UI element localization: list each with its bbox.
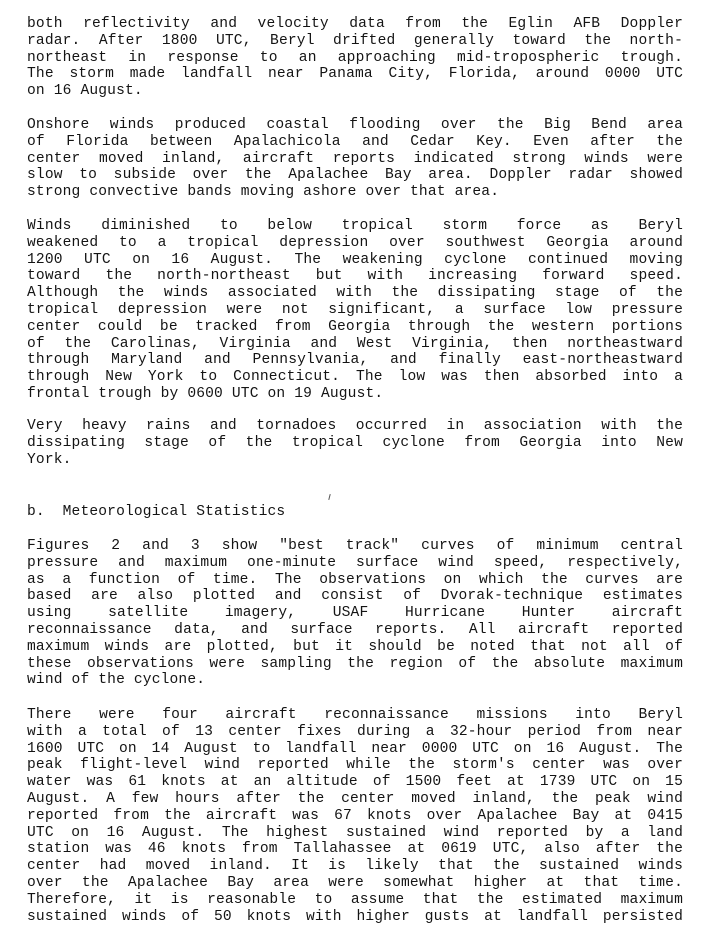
text-line: August. A few hours after the center moved inland, the peak wind xyxy=(27,790,683,807)
text-line: Although the winds associated with the dissipating stage of the xyxy=(27,285,683,302)
text-line: wind of the cyclone. xyxy=(27,672,206,689)
text-line: reconnaissance data, and surface reports. All aircraft reported xyxy=(27,621,683,638)
text-line: pressure and maximum one-minute surface wind speed, respectively, xyxy=(27,554,683,571)
text-line: UTC on 16 August. The highest sustained wind reported by a land xyxy=(27,824,683,841)
text-line: center had moved inland. It is likely that the sustained winds xyxy=(27,858,683,875)
text-line: through Maryland and Pennsylvania, and finally east-northeastward xyxy=(27,352,683,369)
text-line: strong convective bands moving ashore over that area. xyxy=(27,184,500,201)
text-line: radar. After 1800 UTC, Beryl drifted generally toward the north- xyxy=(27,32,683,49)
text-line: using satellite imagery, USAF Hurricane Hunter aircraft xyxy=(27,605,683,622)
text-line: 1600 UTC on 14 August to landfall near 0000 UTC on 16 August. The xyxy=(27,740,683,757)
paragraph-winds-diminished xyxy=(27,218,683,403)
text-line: of Florida between Apalachicola and Cedar Key. Even after the xyxy=(27,133,683,150)
text-line: toward the north-northeast but with increasing forward speed. xyxy=(27,268,683,285)
text-line: peak flight-level wind reported while the storm's center was over xyxy=(27,757,683,774)
paragraph-landfall xyxy=(27,16,683,100)
paragraph-best-track xyxy=(27,538,683,689)
text-line: weakened to a tropical depression over southwest Georgia around xyxy=(27,234,683,251)
text-line: Figures 2 and 3 show "best track" curves of minimum central xyxy=(27,538,683,554)
text-line: these observations were sampling the region of the absolute maximum xyxy=(27,655,683,672)
text-line: center could be tracked from Georgia through the western portions xyxy=(27,318,683,335)
text-line: center moved inland, aircraft reports indicated strong winds were xyxy=(27,150,683,167)
text-line: tropical depression were not significant, a surface low pressure xyxy=(27,301,683,318)
text-line: on 16 August. xyxy=(27,83,143,100)
text-line: northeast in response to an approaching mid-tropospheric trough. xyxy=(27,49,683,66)
text-line: as a function of time. The observations on which the curves are xyxy=(27,571,683,588)
text-line: There were four aircraft reconnaissance missions into Beryl xyxy=(27,707,683,723)
text-line: with a total of 13 center fixes during a 32-hour period from near xyxy=(27,723,683,740)
text-line: reported from the aircraft was 67 knots over Apalachee Bay at 0415 xyxy=(27,807,683,824)
text-line: Onshore winds produced coastal flooding over the Big Bend area xyxy=(27,117,683,133)
paragraph-reconnaissance xyxy=(27,707,683,925)
text-line: 1200 UTC on 16 August. The weakening cyclone continued moving xyxy=(27,251,683,268)
text-line: water was 61 knots at an altitude of 1500 feet at 1739 UTC on 15 xyxy=(27,774,683,791)
text-line: both reflectivity and velocity data from the Eglin AFB Doppler xyxy=(27,16,683,32)
paragraph-heavy-rains xyxy=(27,418,683,468)
section-heading: b. Meteorological Statistics xyxy=(27,504,286,520)
text-line: through New York to Connecticut. The low was then absorbed into a xyxy=(27,369,683,386)
text-line: of the Carolinas, Virginia and West Virginia, then northeastward xyxy=(27,335,683,352)
text-line: over the Apalachee Bay area were somewhat higher at that time. xyxy=(27,874,683,891)
text-line: Winds diminished to below tropical storm force as Beryl xyxy=(27,218,683,234)
text-line: Very heavy rains and tornadoes occurred in association with the xyxy=(27,418,683,434)
text-line: station was 46 knots from Tallahassee at 0619 UTC, also after the xyxy=(27,841,683,858)
text-line: frontal trough by 0600 UTC on 19 August. xyxy=(27,385,384,402)
text-line: sustained winds of 50 knots with higher gusts at landfall persisted xyxy=(27,908,683,925)
text-line: based are also plotted and consist of Dvorak-technique estimates xyxy=(27,588,683,605)
text-line: Therefore, it is reasonable to assume that the estimated maximum xyxy=(27,891,683,908)
text-line: dissipating stage of the tropical cyclone from Georgia into New xyxy=(27,434,683,451)
paragraph-coastal-flooding xyxy=(27,117,683,201)
text-line: The storm made landfall near Panama City, Florida, around 0000 UTC xyxy=(27,66,683,83)
stray-pen-mark xyxy=(328,494,330,500)
text-line: slow to subside over the Apalachee Bay area. Doppler radar showed xyxy=(27,167,683,184)
text-line: York. xyxy=(27,451,72,468)
text-line: maximum winds are plotted, but it should be noted that not all of xyxy=(27,638,683,655)
